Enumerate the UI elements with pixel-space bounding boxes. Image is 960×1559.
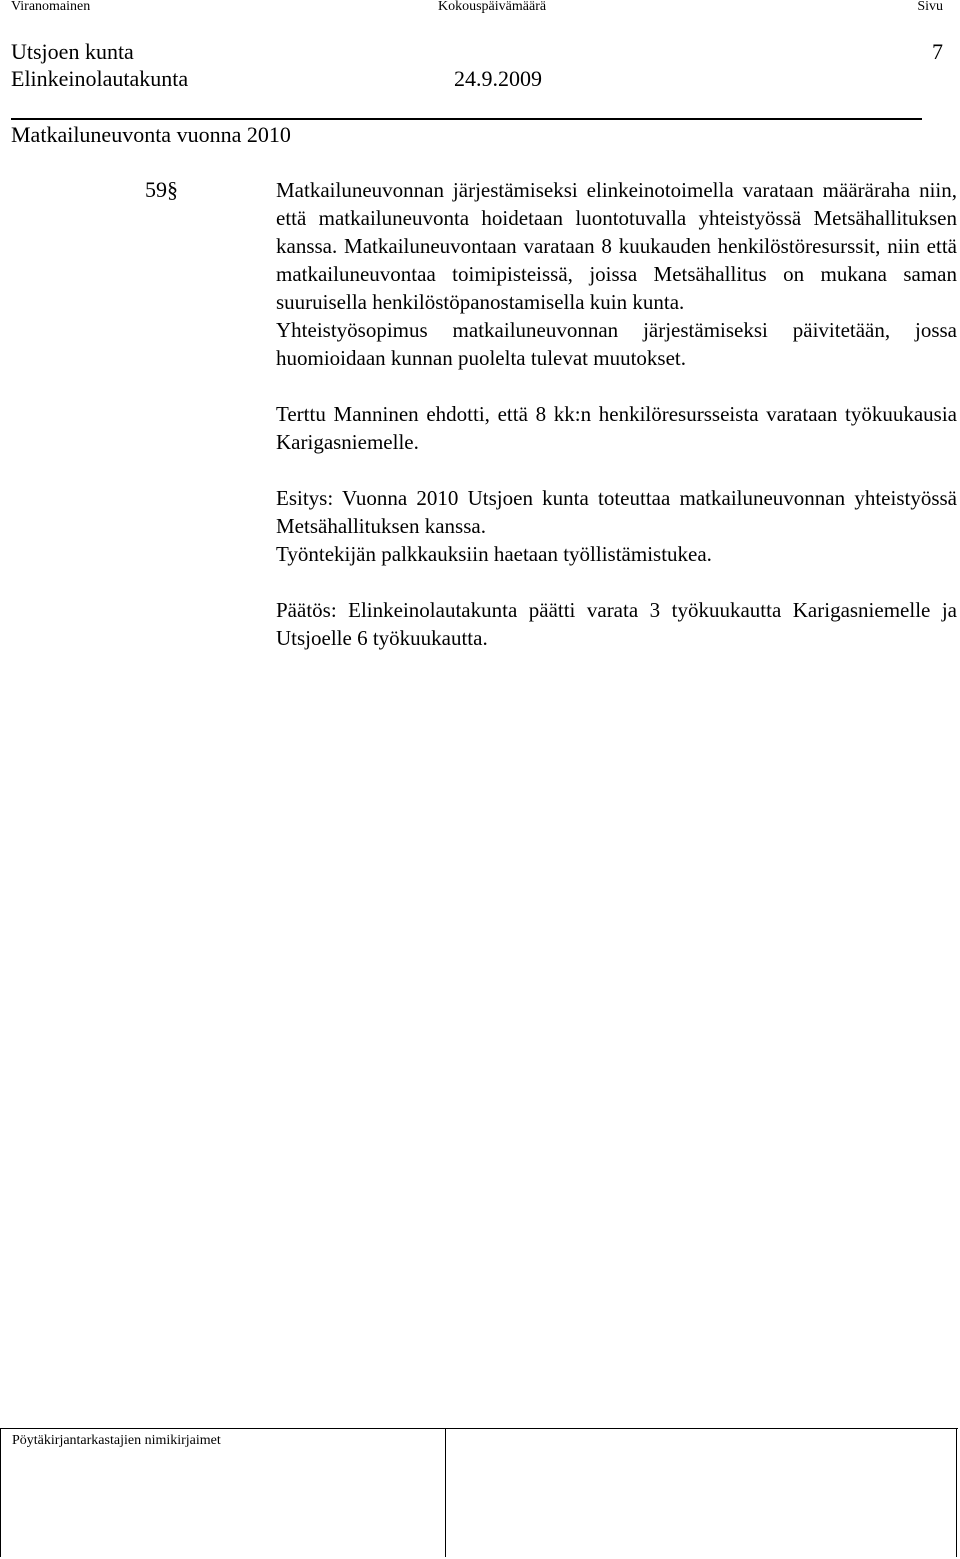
- meeting-date-label: Kokouspäivämäärä: [438, 0, 547, 14]
- authority-label: Viranomainen: [11, 0, 91, 14]
- committee-name: Elinkeinolautakunta: [11, 66, 189, 91]
- header-divider: [11, 118, 922, 120]
- footer-right-border: [956, 1428, 958, 1557]
- paragraph-3: Terttu Manninen ehdotti, että 8 kk:n henkilöresursseista varataan työkuukausia Karigasniemelle.: [276, 402, 957, 454]
- paragraph-2: Yhteistyösopimus matkailuneuvonnan järjestämiseksi päivitetään, jossa huomioidaan kunnan puolelta tulevat muutokset.: [276, 318, 957, 370]
- section-number: 59§: [145, 177, 178, 202]
- paragraph-6: Päätös: Elinkeinolautakunta päätti varata 3 työkuukautta Karigasniemelle ja Utsjoelle 6 työkuukautta.: [276, 598, 957, 650]
- paragraph-1: Matkailuneuvonnan järjestämiseksi elinkeinotoimella varataan määräraha niin, että matkailuneuvonta hoidetaan luontotuvalla yhteistyössä Metsähallituksen kanssa. Matkailuneuvontaan varataan 8 kuukauden henkilöstöresurssit, niin että matkailuneuvontaa toimipisteissä, joissa Metsähallitus on mukana saman suuruisella henkilöstöpanostamisella kuin kunta.: [276, 178, 957, 314]
- signatures-label: Pöytäkirjantarkastajien nimikirjaimet: [12, 1433, 221, 1448]
- paragraph-4: Esitys: Vuonna 2010 Utsjoen kunta toteuttaa matkailuneuvonnan yhteistyössä Metsähallituksen kanssa.: [276, 486, 957, 538]
- section-title: Matkailuneuvonta vuonna 2010: [11, 122, 291, 147]
- section-body: [276, 176, 957, 652]
- organization-name: Utsjoen kunta: [11, 39, 134, 64]
- page-number: 7: [932, 39, 943, 64]
- footer-signature-box: [0, 1428, 958, 1557]
- signature-cell: [0, 1428, 446, 1557]
- meeting-date: 24.9.2009: [454, 66, 542, 91]
- paragraph-5: Työntekijän palkkauksiin haetaan työllistämistukea.: [276, 542, 712, 566]
- page-label: Sivu: [917, 0, 943, 14]
